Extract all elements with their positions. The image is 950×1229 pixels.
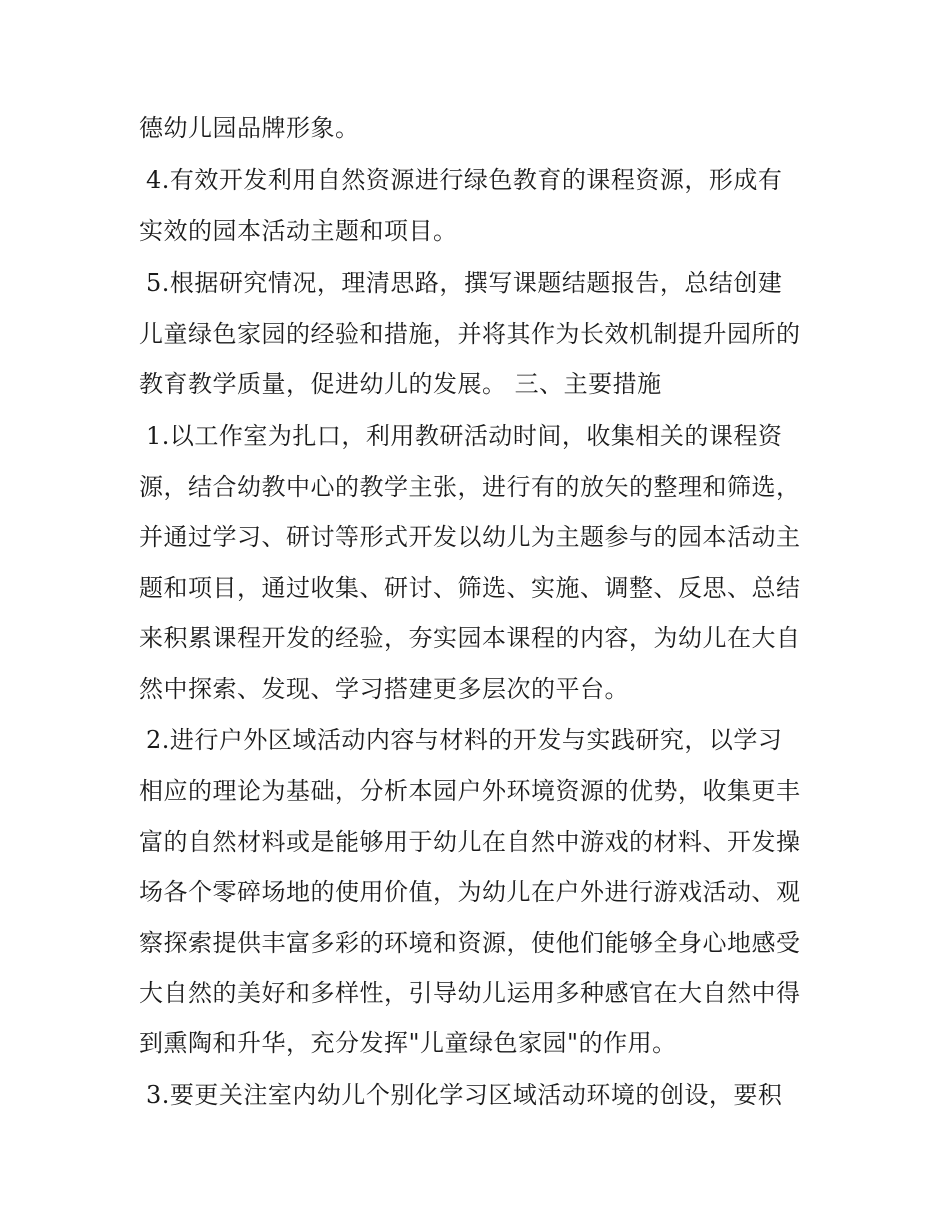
text-line: 并通过学习、研讨等形式开发以幼儿为主题参与的园本活动主: [139, 523, 801, 551]
text-line: 2.进行户外区域活动内容与材料的开发与实践研究，以学习: [146, 726, 783, 754]
text-line: 相应的理论为基础，分析本园户外环境资源的优势，收集更丰: [139, 777, 801, 805]
text-line: 富的自然材料或是能够用于幼儿在自然中游戏的材料、开发操: [139, 828, 801, 856]
text-line: 3.要更关注室内幼儿个别化学习区域活动环境的创设，要积: [146, 1081, 783, 1109]
text-line: 源，结合幼教中心的教学主张，进行有的放矢的整理和筛选，: [139, 473, 801, 501]
text-line: 实效的园本活动主题和项目。: [139, 217, 458, 245]
text-line: 儿童绿色家园的经验和措施，并将其作为长效机制提升园所的: [139, 320, 801, 348]
text-line: 来积累课程开发的经验，夯实园本课程的内容，为幼儿在大自: [139, 624, 801, 652]
text-line: 然中探索、发现、学习搭建更多层次的平台。: [139, 675, 629, 703]
text-line: 德幼儿园品牌形象。: [139, 114, 360, 142]
text-line: 4.有效开发利用自然资源进行绿色教育的课程资源，形成有: [146, 166, 783, 194]
text-line: 题和项目，通过收集、研讨、筛选、实施、调整、反思、总结: [139, 574, 801, 602]
text-line: 场各个零碎场地的使用价值，为幼儿在户外进行游戏活动、观: [139, 878, 801, 906]
text-line: 到熏陶和升华，充分发挥"儿童绿色家园"的作用。: [139, 1029, 677, 1057]
text-line: 5.根据研究情况，理清思路，撰写课题结题报告，总结创建: [146, 269, 783, 297]
text-line: 1.以工作室为扎口，利用教研活动时间，收集相关的课程资: [146, 422, 783, 450]
text-line: 大自然的美好和多样性，引导幼儿运用多种感官在大自然中得: [139, 979, 801, 1007]
text-line: 教育教学质量，促进幼儿的发展。 三、主要措施: [139, 370, 662, 398]
text-line: 察探索提供丰富多彩的环境和资源，使他们能够全身心地感受: [139, 929, 801, 957]
